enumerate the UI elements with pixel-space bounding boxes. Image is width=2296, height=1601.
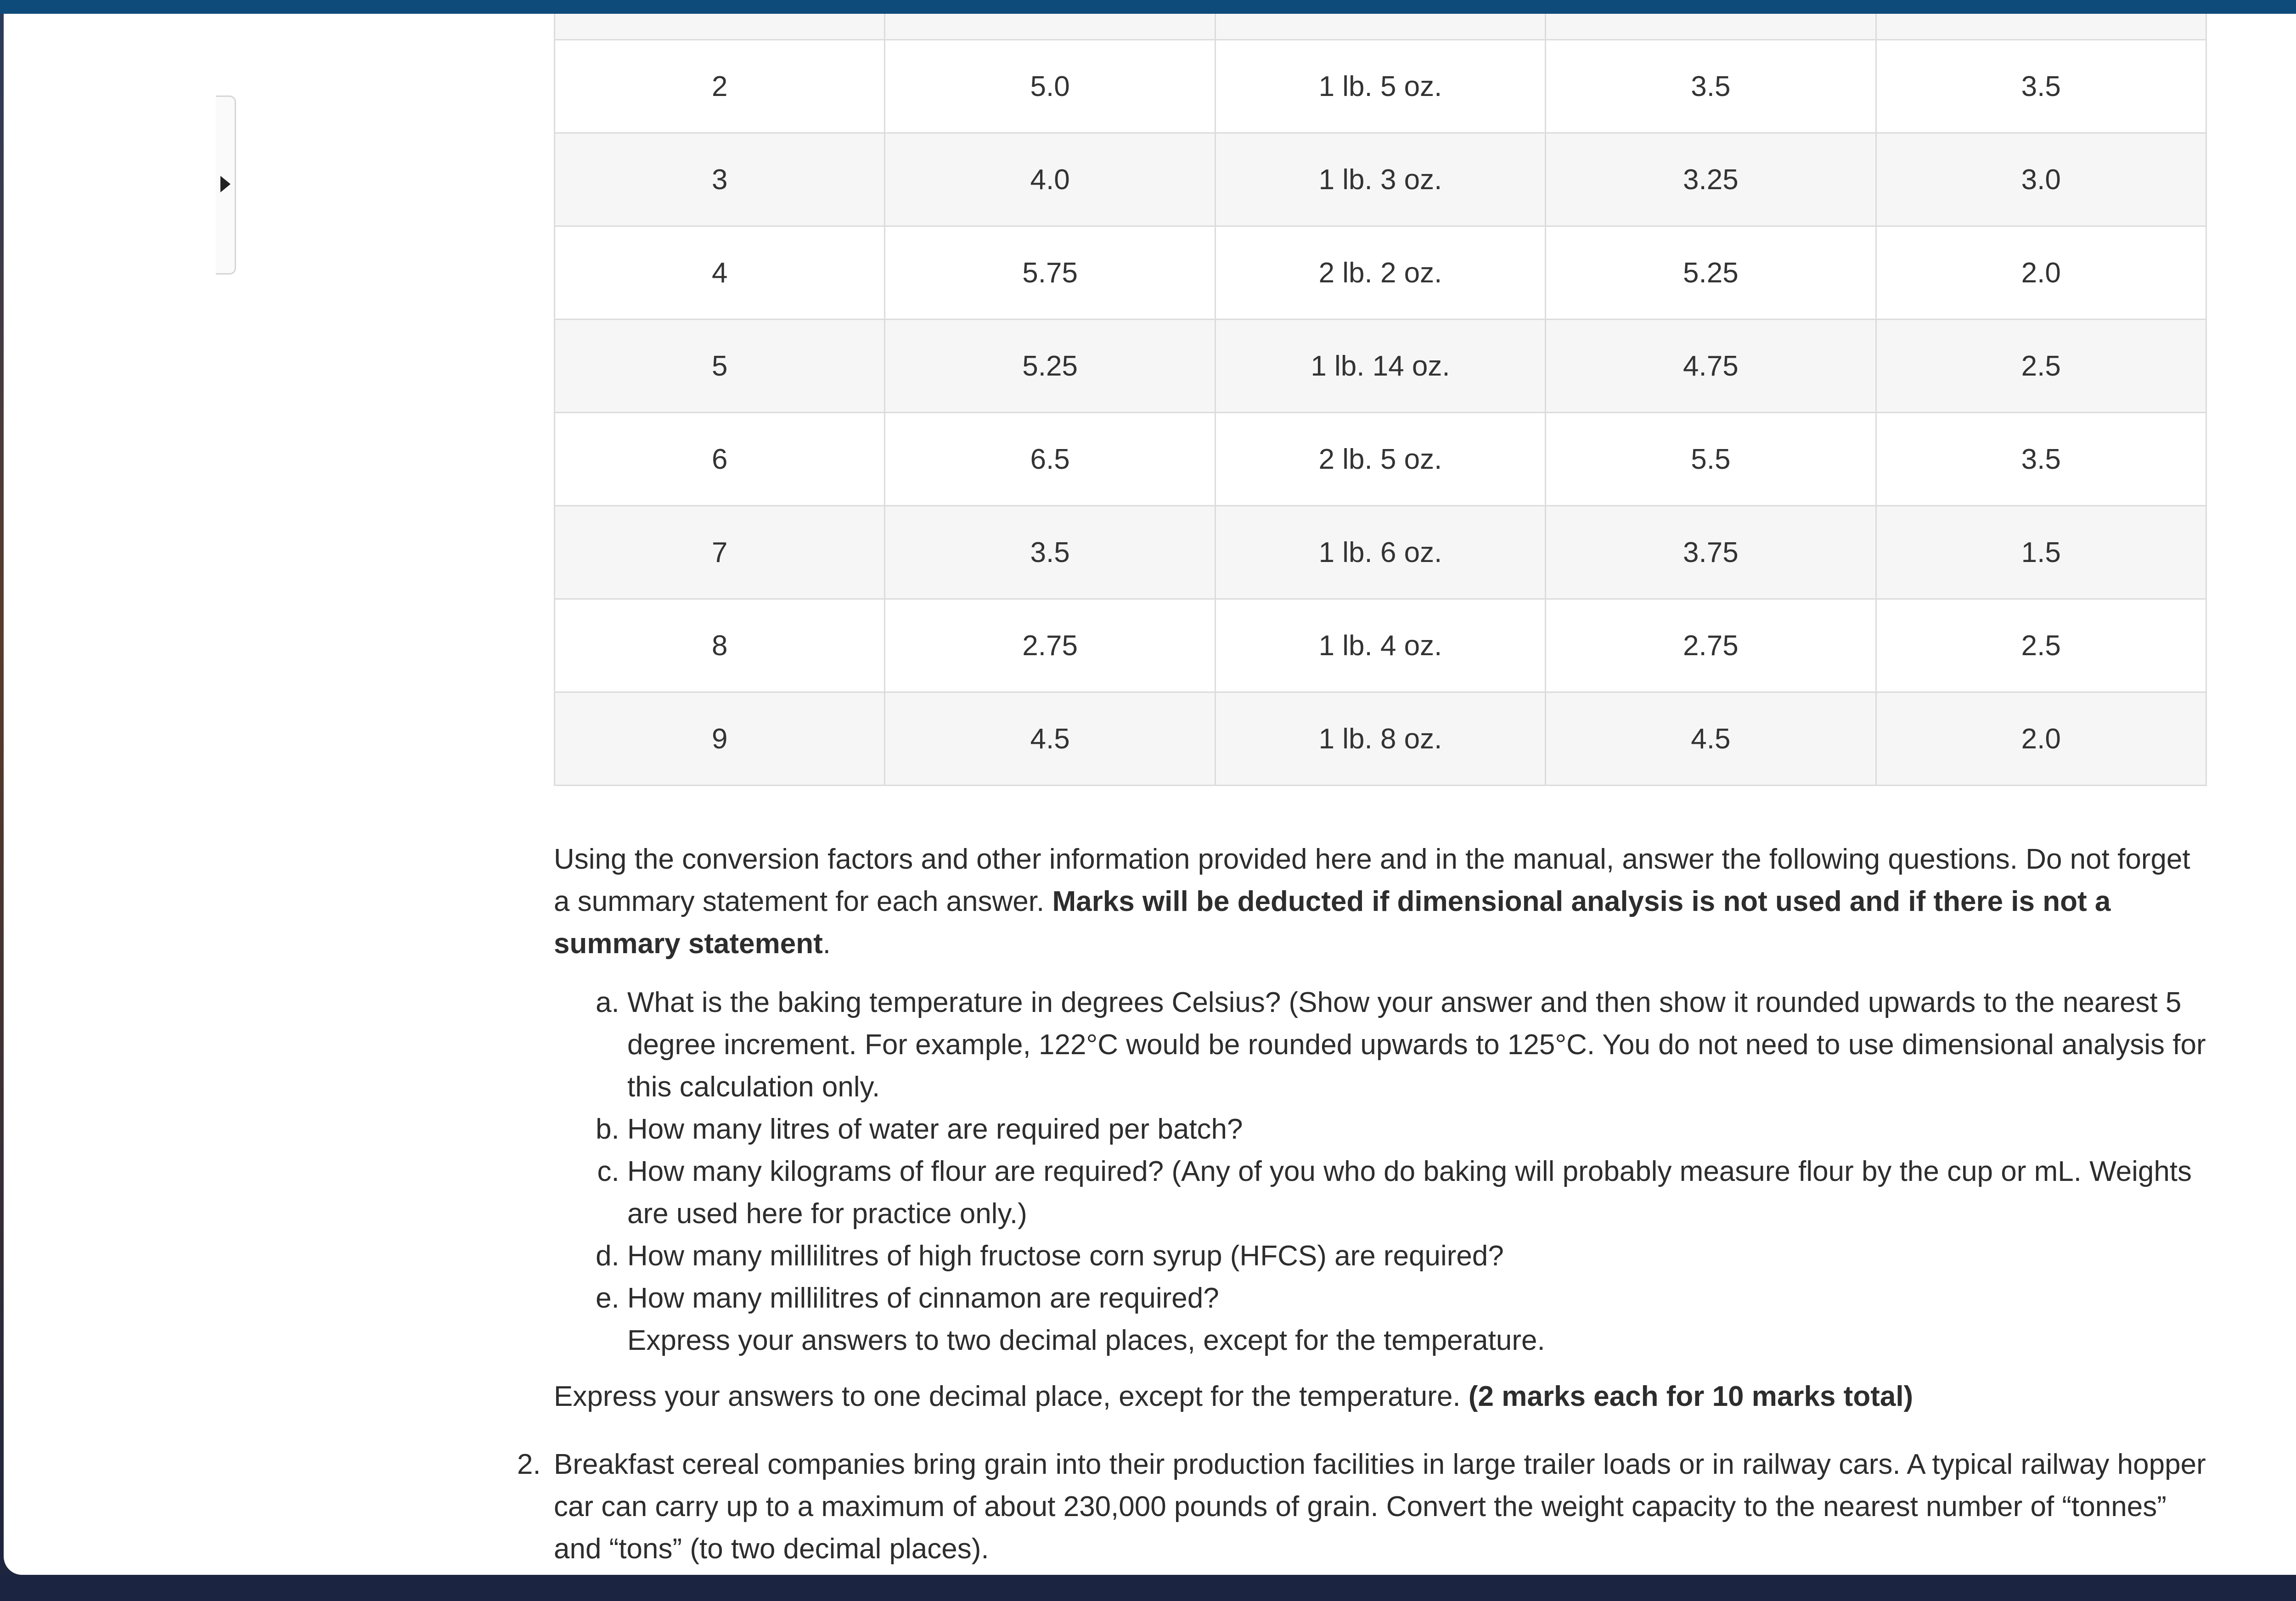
- table-cell: 2 lb. 2 oz.: [1215, 226, 1545, 320]
- question-number: 2.: [517, 1449, 541, 1480]
- sidebar-toggle-button[interactable]: [216, 95, 236, 275]
- question-a: a. What is the baking temperature in degrees Celsius? (Show your answer and then show it rounded upwards to the nearest 5 degree increment. For example, 122°C would be rounded upwards to 125°C. You do not need to use dimensional analysis for this calculation only.: [627, 982, 2207, 1108]
- table-cell: 3.0: [1876, 133, 2206, 226]
- data-table: [554, 14, 2207, 786]
- intro-paragraph: Using the conversion factors and other information provided here and in the manual, answer the following questions. Do not forget a summary statement for each answer. Marks will be deducted if dimensional analysis is not used and if there is not a summary statement.: [554, 843, 2190, 960]
- table-cell: 1 lb. 6 oz.: [1215, 506, 1545, 599]
- table-cell: 2.75: [1546, 599, 1876, 692]
- table-cell: 3.5: [1546, 40, 1876, 133]
- taskbar-strip: [0, 1575, 2296, 1601]
- table-cell: 5: [555, 320, 885, 413]
- table-cell: 2.75: [885, 599, 1215, 692]
- table-cell: 5.5: [1546, 413, 1876, 506]
- table-cell: 4.75: [1546, 320, 1876, 413]
- table-cell: 2.0: [1876, 226, 2206, 320]
- question-2: [517, 1444, 2212, 1570]
- table-cell: 4: [555, 226, 885, 320]
- table-cell: 6: [555, 413, 885, 506]
- question-d: d. How many millilitres of high fructose corn syrup (HFCS) are required?: [627, 1235, 2207, 1277]
- caret-right-icon: [220, 176, 231, 192]
- question-b: b. How many litres of water are required per batch?: [627, 1108, 2207, 1151]
- decimal-note: Express your answers to two decimal places, except for the temperature.: [627, 1325, 1545, 1356]
- table-cell: 2.5: [1876, 320, 2206, 413]
- table-cell: 4.5: [885, 692, 1215, 786]
- table-row: [555, 506, 2206, 599]
- marks-summary: Express your answers to one decimal place, except for the temperature. (2 marks each for 10 marks total): [554, 1381, 1913, 1412]
- table-row: [555, 692, 2206, 786]
- table-row: [555, 40, 2206, 133]
- question-list: [554, 982, 2207, 1320]
- table-cell: 3.25: [1546, 133, 1876, 226]
- table-cell: 5.25: [885, 320, 1215, 413]
- table-cell: 3.5: [1876, 40, 2206, 133]
- table-cell: 8: [555, 599, 885, 692]
- question-e: e. How many millilitres of cinnamon are required?: [627, 1277, 2207, 1320]
- table-cell: 6.5: [885, 413, 1215, 506]
- table-cell: 1 lb. 14 oz.: [1215, 320, 1545, 413]
- table-cell: 2 lb. 5 oz.: [1215, 413, 1545, 506]
- table-row: [555, 133, 2206, 226]
- table-row: [555, 413, 2206, 506]
- table-cell: 2.0: [1876, 692, 2206, 786]
- table-row: [555, 320, 2206, 413]
- table-cell: 1 lb. 3 oz.: [1215, 133, 1545, 226]
- table-cell: 1.5: [1876, 506, 2206, 599]
- table-cell: 5.25: [1546, 226, 1876, 320]
- table-cell: 7: [555, 506, 885, 599]
- question-c: c. How many kilograms of flour are required? (Any of you who do baking will probably measure flour by the cup or mL. Weights are used here for practice only.): [627, 1151, 2207, 1235]
- table-row: [555, 14, 2206, 40]
- table-cell: 3.5: [1876, 413, 2206, 506]
- table-cell: 1 lb. 8 oz.: [1215, 692, 1545, 786]
- question-2-text: Breakfast cereal companies bring grain into their production facilities in large trailer loads or in railway cars. A typical railway hopper car can carry up to a maximum of about 230,000 pounds of grain. Convert the weight capacity to the nearest number of “tonnes” and “tons” (to two decimal places).: [554, 1449, 2206, 1565]
- table-cell: 9: [555, 692, 885, 786]
- table-cell: 3: [555, 133, 885, 226]
- browser-top-bar: [0, 0, 2296, 14]
- table-cell: 4.0: [885, 133, 1215, 226]
- table-cell: 5.75: [885, 226, 1215, 320]
- table-cell: 1 lb. 4 oz.: [1215, 599, 1545, 692]
- table-cell: 4.5: [1546, 692, 1876, 786]
- table-cell: 2.5: [1876, 599, 2206, 692]
- instructions: [554, 838, 2207, 1418]
- table-cell: 5.0: [885, 40, 1215, 133]
- table-cell: 3.75: [1546, 506, 1876, 599]
- table-cell: 2: [555, 40, 885, 133]
- table-row: [555, 226, 2206, 320]
- table-cell: 3.5: [885, 506, 1215, 599]
- table-row: [555, 599, 2206, 692]
- table-cell: 1 lb. 5 oz.: [1215, 40, 1545, 133]
